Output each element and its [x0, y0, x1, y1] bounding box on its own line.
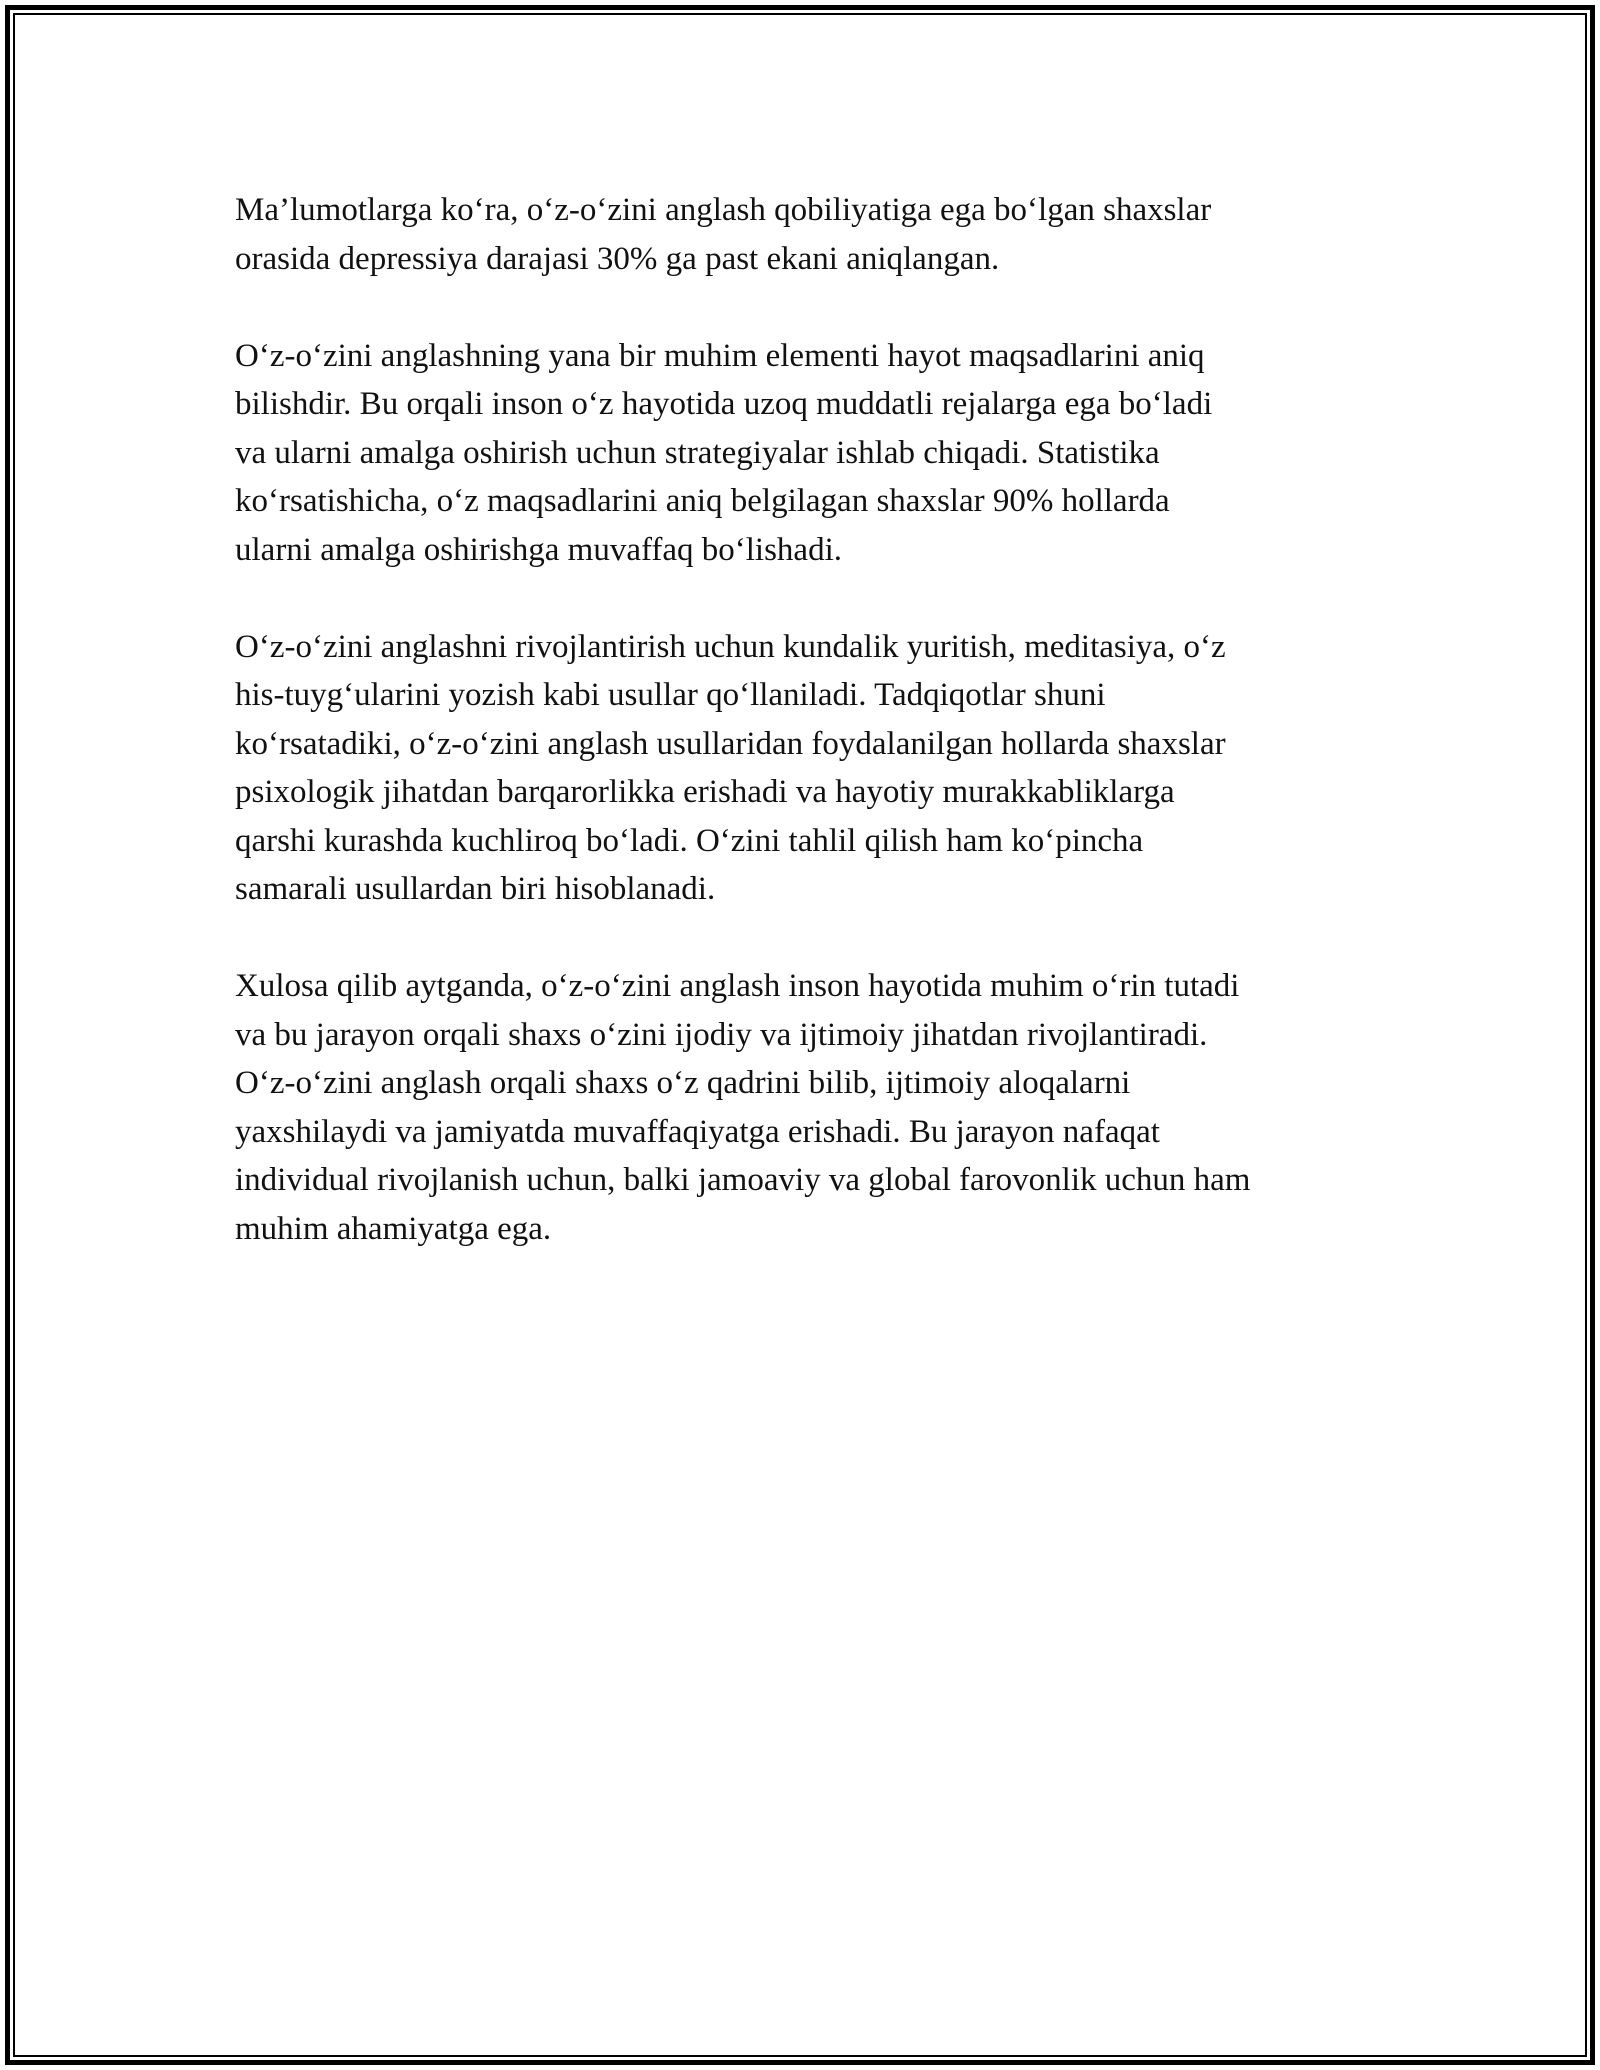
- text-line: ko‘rsatishicha, o‘z maqsadlarini aniq belgilagan shaxslar 90% hollarda: [235, 483, 1170, 519]
- text-line: orasida depressiya darajasi 30% ga past ekani aniqlangan.: [235, 240, 1000, 277]
- text-line: va bu jarayon orqali shaxs o‘zini ijodiy va ijtimoiy jihatdan rivojlantiradi.: [235, 1016, 1208, 1053]
- text-line: va ularni amalga oshirish uchun strategiyalar ishlab chiqadi. Statistika: [235, 434, 1160, 471]
- text-line: his-tuyg‘ularini yozish kabi usullar qo‘llaniladi. Tadqiqotlar shuni: [235, 677, 1106, 713]
- text-line: yaxshilaydi va jamiyatda muvaffaqiyatga erishadi. Bu jarayon nafaqat: [235, 1113, 1160, 1150]
- text-line: ko‘rsatadiki, o‘z-o‘zini anglash usullaridan foydalanilgan hollarda shaxslar: [235, 725, 1226, 762]
- text-line: O‘z-o‘zini anglash orqali shaxs o‘z qadrini bilib, ijtimoiy aloqalarni: [235, 1065, 1131, 1101]
- paragraph-1: [235, 186, 1385, 283]
- document-body: [235, 186, 1385, 1302]
- text-line: Ma’lumotlarga ko‘ra, o‘z-o‘zini anglash qobiliyatiga ega bo‘lgan shaxslar: [235, 192, 1212, 228]
- text-line: O‘z-o‘zini anglashni rivojlantirish uchun kundalik yuritish, meditasiya, o‘z: [235, 628, 1226, 665]
- paragraph-3: [235, 623, 1385, 914]
- text-line: O‘z-o‘zini anglashning yana bir muhim elementi hayot maqsadlarini aniq: [235, 337, 1205, 374]
- text-line: bilishdir. Bu orqali inson o‘z hayotida uzoq muddatli rejalarga ega bo‘ladi: [235, 386, 1213, 422]
- text-line: qarshi kurashda kuchliroq bo‘ladi. O‘zini tahlil qilish ham ko‘pincha: [235, 822, 1144, 859]
- text-line: muhim ahamiyatga ega.: [235, 1210, 552, 1247]
- paragraph-4: [235, 962, 1385, 1253]
- text-line: ularni amalga oshirishga muvaffaq bo‘lishadi.: [235, 531, 842, 568]
- text-line: samarali usullardan biri hisoblanadi.: [235, 871, 716, 907]
- paragraph-2: [235, 332, 1385, 575]
- text-line: individual rivojlanish uchun, balki jamoaviy va global farovonlik uchun ham: [235, 1162, 1251, 1198]
- text-line: psixologik jihatdan barqarorlikka erishadi va hayotiy murakkabliklarga: [235, 774, 1175, 810]
- text-line: Xulosa qilib aytganda, o‘z-o‘zini anglash inson hayotida muhim o‘rin tutadi: [235, 968, 1240, 1004]
